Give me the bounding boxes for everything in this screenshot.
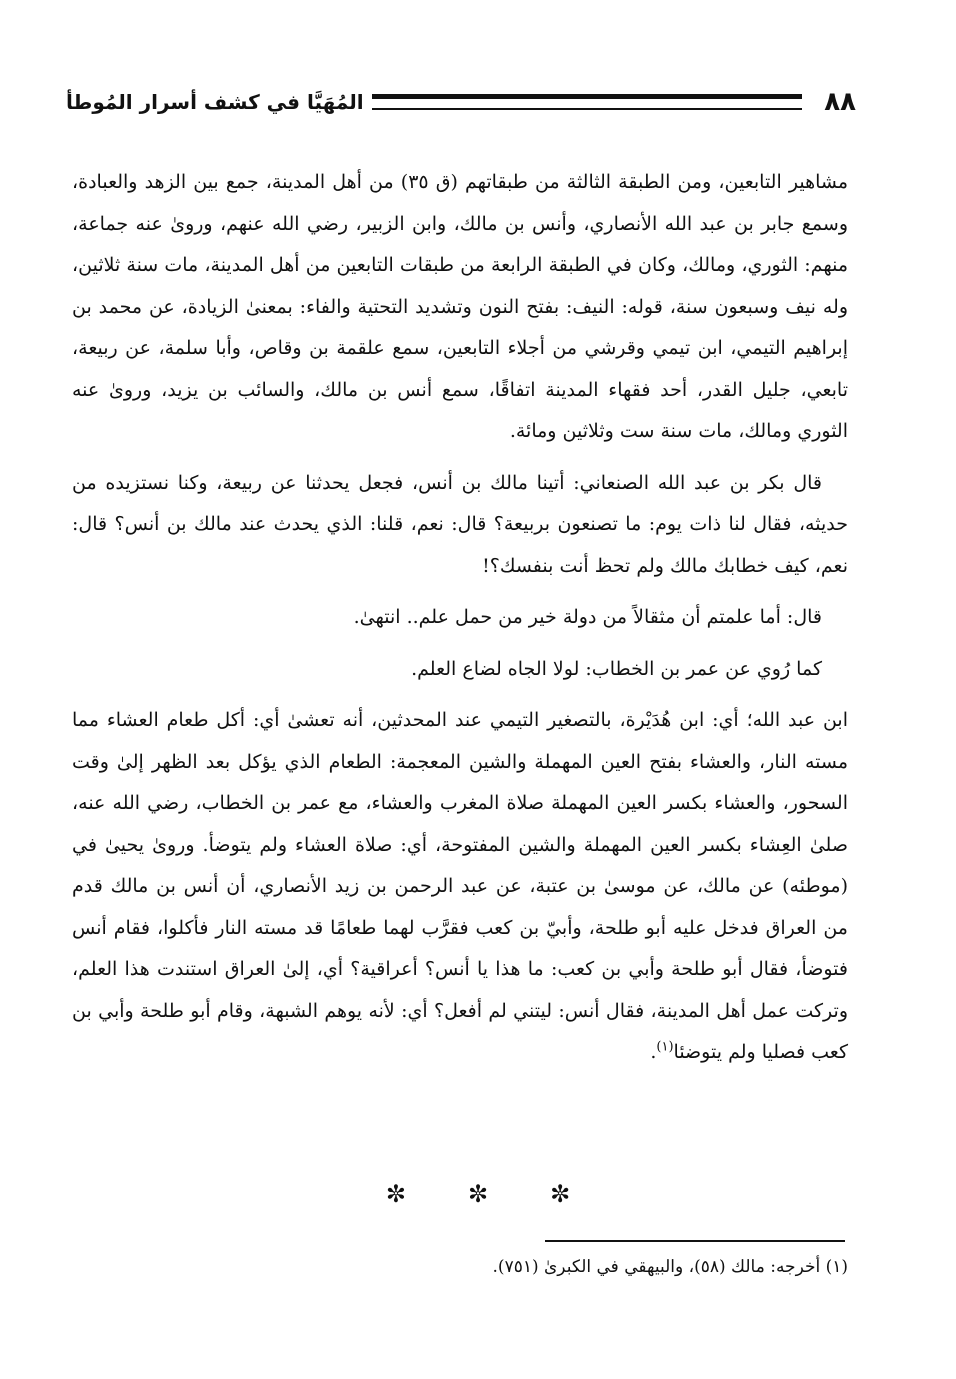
paragraph-2: قال بكر بن عبد الله الصنعاني: أتينا مالك بن أنس، فجعل يحدثنا عن ربيعة، وكنا نستزيده من حديثه، فقال لنا ذات يوم: ما تصنعون بربيعة؟ قال: نعم، قلنا: الذي يحدث عند مالك بن أنس؟ قال: نعم، كيف خطابك مالك ولم تحظ أنت بنفسك؟! bbox=[72, 471, 848, 577]
footnote: (١) أخرجه: مالك (٥٨)، والبيهقي في الكبرىٰ (٧٥١). bbox=[492, 1257, 848, 1277]
separator-star: ✼ bbox=[467, 1180, 489, 1208]
paragraph-1: مشاهير التابعين، ومن الطبقة الثالثة من طبقاتهم (ق ٣٥) من أهل المدينة، جمع بين الزهد والعبادة، وسمع جابر بن عبد الله الأنصاري، وأنس بن مالك، وابن الزبير، رضي الله عنهم، وروىٰ عنه جماعة، منهم: الثوري، ومالك، وكان في الطبقة الرابعة من طبقات التابعين من أهل المدينة، مات سنة ثلاثين، وله نيف وسبعون سنة، قوله: النيف: بفتح النون وتشديد التحتية والفاء: بمعنىٰ الزيادة، عن محمد بن إبراهيم التيمي، ابن تيمي وقرشي من أجلاء التابعين، سمع علقمة بن وقاص، وأبا سلمة، عن ربيعة، تابعي، جليل القدر، أحد فقهاء المدينة اتفاقًا، سمع أنس بن مالك، والسائب بن يزيد، وروىٰ عنه الثوري ومالك، مات سنة ست وثلاثين ومائة. bbox=[72, 171, 849, 442]
footnote-rule bbox=[545, 1240, 845, 1242]
paragraph-3: قال: أما علمتم أن مثقالاً من دولة خير من حمل علم.. انتهىٰ. bbox=[353, 606, 822, 628]
running-title: المُهَيَّا في كشف أسرار المُوطأ bbox=[66, 90, 364, 114]
header-rule bbox=[372, 94, 803, 110]
separator-star: ✼ bbox=[385, 1180, 406, 1208]
page-number: ٨٨ bbox=[824, 87, 856, 117]
main-text bbox=[72, 162, 848, 1084]
page-header bbox=[66, 80, 856, 124]
separator-star: ✼ bbox=[550, 1180, 571, 1208]
paragraph-5-text: ابن عبد الله؛ أي: ابن هُدَيْرة، بالتصغير التيمي عند المحدثين، أنه تعشىٰ أي: أكل طعام العشاء مما مسته النار، والعشاء بفتح العين المهملة والشين المعجمة: الطعام الذي يؤكل بعد الظهر إلىٰ وقت السحور، والعشاء بكسر العين المهملة صلاة المغرب والعشاء، مع عمر بن الخطاب، رضي الله عنه، صلىٰ العِشاء بكسر العين المهملة والشين المفتوحة، أي: صلاة العشاء ولم يتوضأ. وروىٰ يحيىٰ في (موطئه) عن مالك، عن موسىٰ بن عتبة، عن عبد الرحمن بن زيد الأنصاري، أن أنس بن مالك قدم من العراق فدخل عليه أبو طلحة، وأبيّ بن كعب فقرَّب لهما طعامًا قد مسته النار فأكلوا، فقام أنس فتوضأ، فقال أبو طلحة وأبي بن كعب: ما هذا يا أنس؟ أعراقية؟ أي، إلىٰ العراق استندت هذا العلم، وتركت عمل أهل المدينة، فقال أنس: ليتني لم أفعل؟ أي: لأنه يوهم الشبهة، وقام أبو طلحة وأبي بن كعب فصليا ولم يتوضئا bbox=[72, 709, 849, 1063]
paragraph-4: كما رُوي عن عمر بن الخطاب: لولا الجاه لضاع العلم. bbox=[411, 657, 822, 680]
section-separator bbox=[0, 1180, 956, 1208]
paragraph-5-end: . bbox=[650, 1041, 657, 1063]
footnote-reference: (١) bbox=[656, 1039, 674, 1055]
paragraph-5 bbox=[72, 700, 848, 1074]
